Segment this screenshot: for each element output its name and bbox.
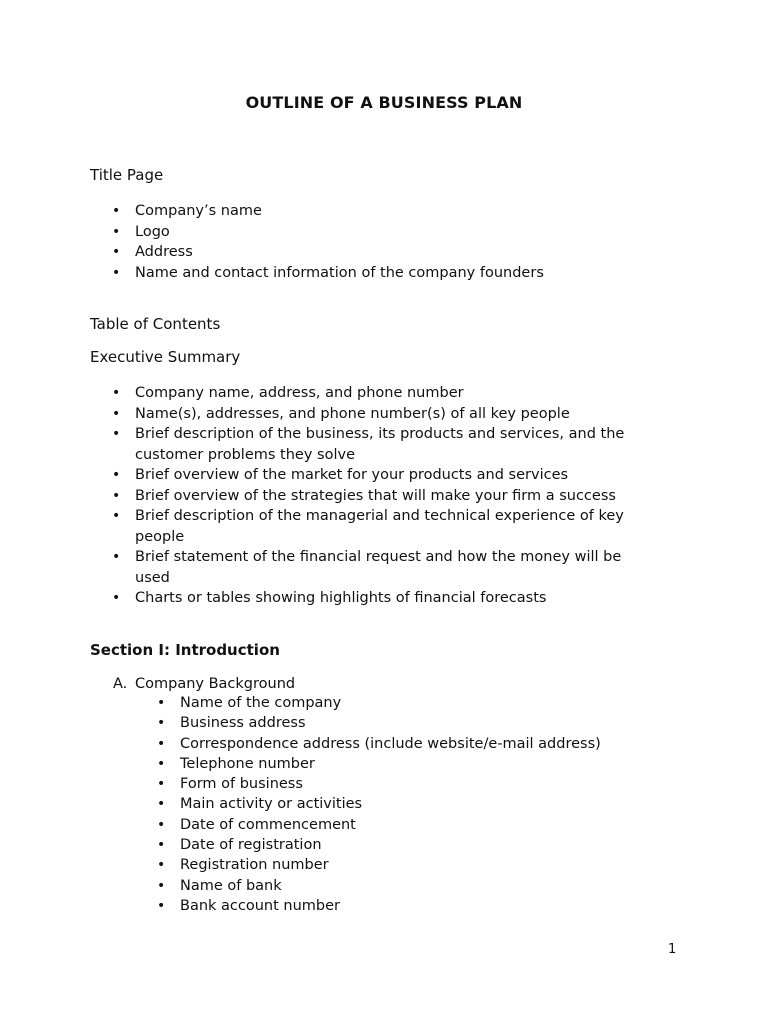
list-item: • Brief description of the managerial and technical experience of key people	[90, 506, 660, 547]
list-item: • Name and contact information of the company founders	[90, 263, 660, 284]
list-item: • Logo	[90, 222, 660, 243]
title-page-list	[90, 201, 660, 283]
heading-section-introduction: Section I: Introduction	[90, 641, 280, 659]
list-item: • Business address	[135, 713, 655, 733]
list-item: • Brief overview of the market for your products and services	[90, 465, 660, 486]
list-item: • Name(s), addresses, and phone number(s) of all key people	[90, 404, 660, 425]
list-item: • Charts or tables showing highlights of financial forecasts	[90, 588, 660, 609]
heading-table-of-contents: Table of Contents	[90, 315, 221, 333]
list-item: • Company name, address, and phone number	[90, 383, 660, 404]
list-item: • Address	[90, 242, 660, 263]
list-item: • Name of the company	[135, 693, 655, 713]
list-item: • Telephone number	[135, 754, 655, 774]
list-item: • Brief description of the business, its products and services, and the customer problems they solve	[90, 424, 660, 465]
list-item: • Registration number	[135, 855, 655, 875]
list-item: • Form of business	[135, 774, 655, 794]
subsection-label: Company Background	[135, 676, 296, 692]
list-item: • Brief statement of the financial request and how the money will be used	[90, 547, 660, 588]
page-number: 1	[668, 942, 677, 957]
subsection-marker: A.	[113, 676, 128, 692]
subsection-company-background	[113, 674, 295, 694]
list-item: • Company’s name	[90, 201, 660, 222]
document-title: OUTLINE OF A BUSINESS PLAN	[245, 93, 523, 112]
list-item: • Date of registration	[135, 835, 655, 855]
list-item: • Date of commencement	[135, 815, 655, 835]
list-item: • Correspondence address (include website/e-mail address)	[135, 734, 655, 754]
company-background-list	[135, 693, 655, 916]
heading-executive-summary: Executive Summary	[90, 348, 241, 366]
list-item: • Bank account number	[135, 896, 655, 916]
list-item: • Brief overview of the strategies that will make your firm a success	[90, 486, 660, 507]
list-item: • Main activity or activities	[135, 794, 655, 814]
heading-title-page: Title Page	[90, 166, 164, 184]
executive-summary-list	[90, 383, 660, 609]
list-item: • Name of bank	[135, 876, 655, 896]
